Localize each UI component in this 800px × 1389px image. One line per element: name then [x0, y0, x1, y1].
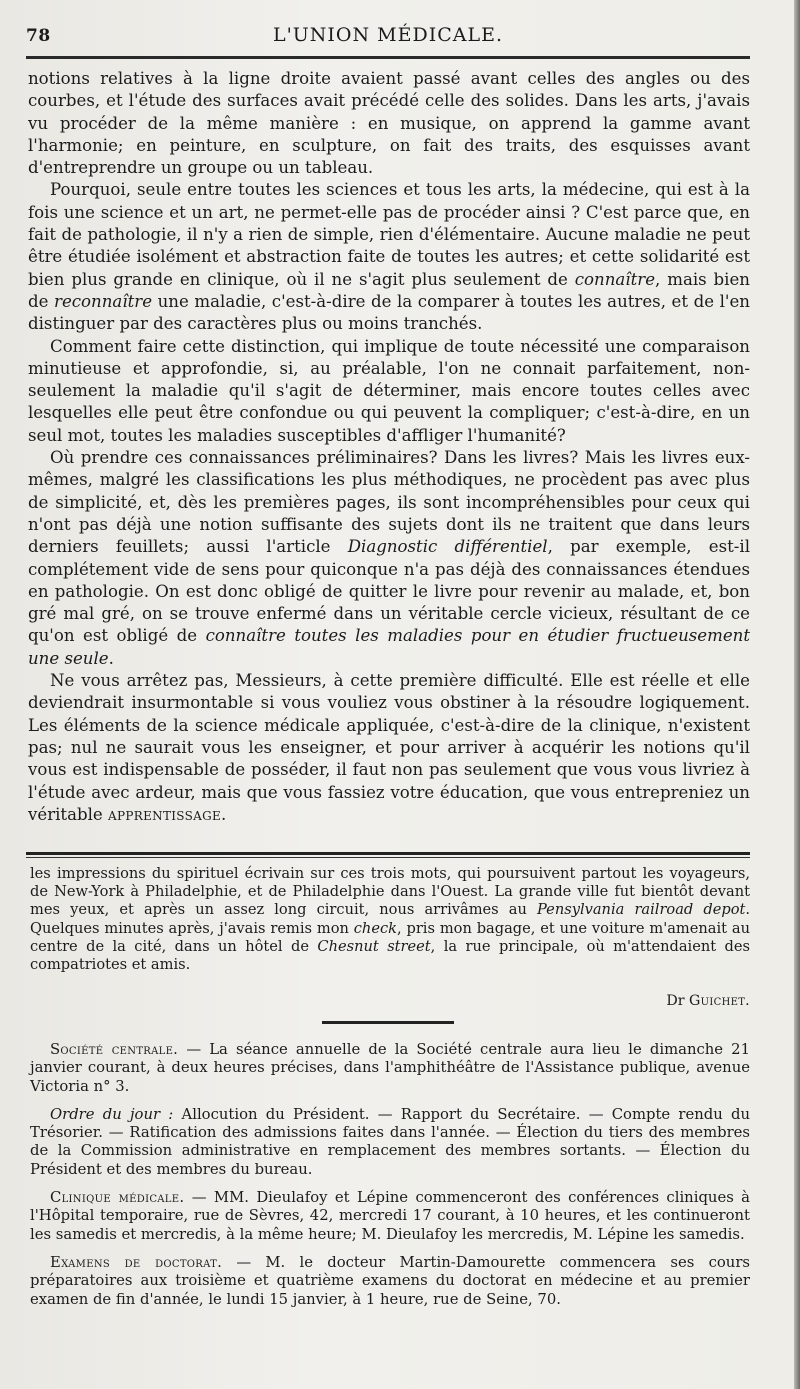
paragraph-2: Pourquoi, seule entre toutes les sciences et tous les arts, la médecine, qui est à la fois une science et un art, ne permet-elle pas de procéder ainsi ? C'est parce que, en fait de pathologie, il n'y a rien de simple, rien d'élémentaire. Aucune maladie ne peut être étudiée isolément et abstraction faite de toutes les autres; et cette solidarité est bien plus grande en clinique, où il ne s'agit plus seulement de connaître, mais bien de reconnaître une maladie, c'est-à-dire de la comparer à toutes les autres, et de l'en distinguer par des caractères plus ou moins tranchés.	[28, 180, 750, 334]
notice-examens-doctorat: Examens de doctorat. — M. le docteur Martin-Damourette commencera ses cours préparatoires aux troisième et quatrième examens du doctorat en médecine et au premier examen de fin d'année, le lundi 15 janvier, à 1 heure, rue de Seine, 70.	[30, 1253, 750, 1308]
feuilleton-text	[30, 865, 750, 974]
notice-ordre-du-jour: Ordre du jour : Allocution du Président. — Rapport du Secrétaire. — Compte rendu du Trésorier. — Ratification des admissions faites dans l'année. — Élection du tiers des membres de la Commission administrative en remplacement des membres sortants. — Élection du Président et des membres du bureau.	[30, 1105, 750, 1178]
paragraph-4: Où prendre ces connaissances préliminaires? Dans les livres? Mais les livres eux-mêmes, malgré les classifications les plus méthodiques, ne procèdent pas avec plus de simplicité, et, dès les premières pages, ils sont incompréhensibles pour ceux qui n'ont pas déjà une notion suffisante des sujets dont ils ne traitent que dans leurs derniers feuillets; aussi l'article Diagnostic différentiel, par exemple, est-il complétement vide de sens pour quiconque n'a pas déjà des connaissances étendues en pathologie. On est donc obligé de quitter le livre pour revenir au malade, et, bon gré mal gré, on se trouve enfermé dans un véritable cercle vicieux, résultant de ce qu'on est obligé de connaître toutes les maladies pour en étudier fructueusement une seule.	[28, 448, 751, 668]
page-number: 78	[26, 26, 51, 46]
page-header	[26, 22, 750, 52]
notices	[30, 1041, 750, 1319]
paragraph-1: notions relatives à la ligne droite avaient passé avant celles des angles ou des courbes, et l'étude des surfaces avait précédé celle des solides. Dans les arts, j'avais vu procéder de la même manière : en musique, on apprend la gamme avant l'harmonie; en peinture, en sculpture, on fait des traits, des esquisses avant d'entreprendre un groupe ou un tableau.	[28, 69, 750, 178]
feuilleton-separator	[26, 852, 750, 858]
signature: Dr Guichet.	[666, 993, 750, 1009]
feuilleton-paragraph: les impressions du spirituel écrivain sur ces trois mots, qui poursuivent partout les voyageurs, de New-York à Philadelphie, et de Philadelphie dans l'Ouest. La grande ville fut bientôt devant mes yeux, et après un assez long circuit, nous arrivâmes au Pensylvania railroad depot. Quelques minutes après, j'avais remis mon check, pris mon bagage, et une voiture m'amenait au centre de la cité, dans un hôtel de Chesnut street, la rue principale, où m'attendaient des compatriotes et amis.	[30, 865, 750, 974]
page-edge-shadow	[794, 0, 800, 1389]
running-title: L'UNION MÉDICALE.	[272, 24, 504, 46]
header-rule	[26, 56, 750, 59]
paragraph-5: Ne vous arrêtez pas, Messieurs, à cette première difficulté. Elle est réelle et elle deviendrait insurmontable si vous vouliez vous obstiner à la résoudre logiquement. Les éléments de la science médicale appliquée, c'est-à-dire de la clinique, n'existent pas; nul ne saurait vous les enseigner, et pour arriver à acquérir les notions qu'il vous est indispensable de posséder, il faut non pas seulement que vous vous livriez à l'étude avec ardeur, mais que vous fassiez votre éducation, que vous entrepreniez un véritable apprentissage.	[28, 671, 750, 824]
main-text	[28, 68, 750, 826]
notice-societe-centrale: Société centrale. — La séance annuelle de la Société centrale aura lieu le dimanche 21 janvier courant, à deux heures précises, dans l'amphithéâtre de l'Assistance publique, avenue Victoria n° 3.	[30, 1041, 750, 1095]
paragraph-3: Comment faire cette distinction, qui implique de toute nécessité une comparaison minutieuse et approfondie, si, au préalable, l'on ne connait parfaitement, non-seulement la maladie qu'il s'agit de déterminer, mais encore toutes celles avec lesquelles elle peut être confondue ou qui peuvent la compliquer; c'est-à-dire, en un seul mot, toutes les maladies susceptibles d'affliger l'humanité?	[28, 336, 750, 445]
section-rule	[322, 1021, 454, 1024]
notice-clinique-medicale: Clinique médicale. — MM. Dieulafoy et Lépine commenceront des conférences cliniques à l'Hôpital temporaire, rue de Sèvres, 42, mercredi 17 courant, à 10 heures, et les continueront les samedis et mercredis, à la même heure; M. Dieulafoy les mercredis, M. Lépine les samedis.	[30, 1189, 750, 1243]
